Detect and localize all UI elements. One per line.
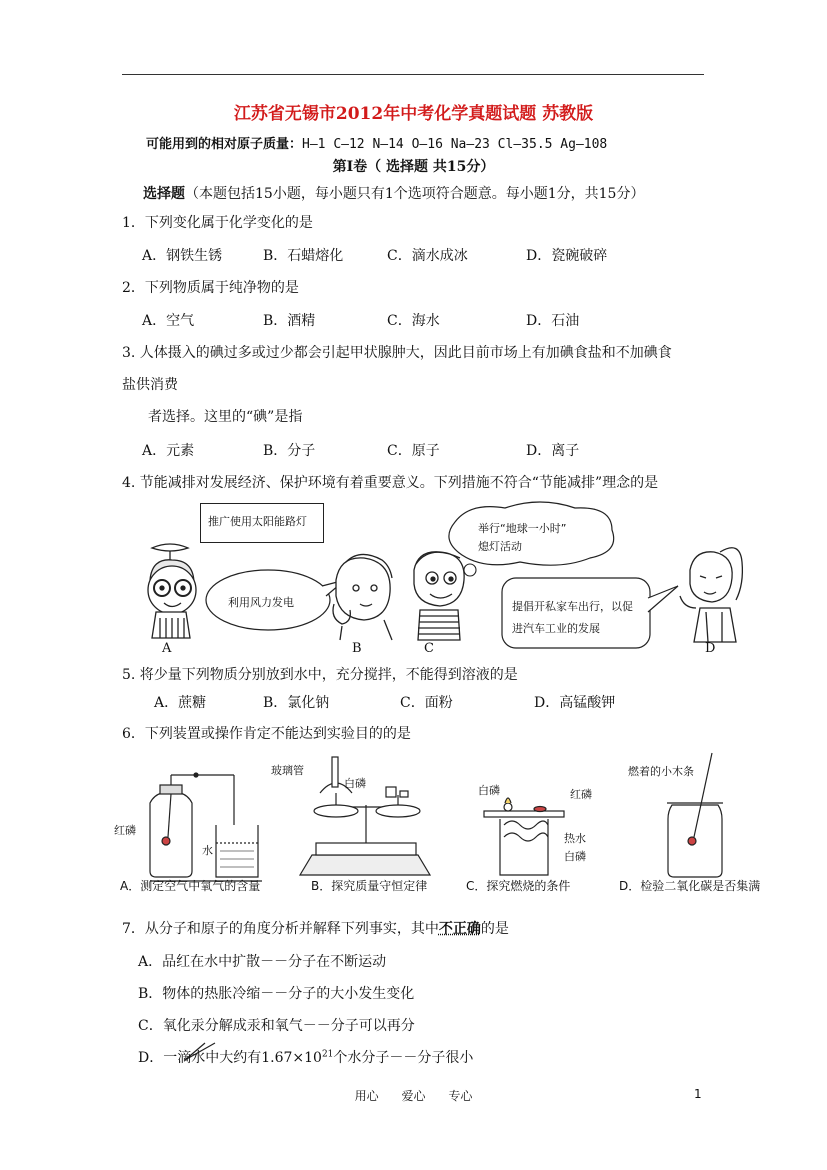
label-red-phosphorus-a: 红磷 <box>114 824 136 837</box>
q5-option-d: D．高锰酸钾 <box>534 695 616 711</box>
q7-option-d-post: 个水分子－－分子很小 <box>333 1050 474 1066</box>
q7-option-c: C．氧化汞分解成汞和氧气－－分子可以再分 <box>138 1018 415 1034</box>
atomic-mass-label: 可能用到的相对原子质量： <box>146 137 303 152</box>
bubble-wind-power: 利用风力发电 <box>228 596 294 609</box>
question-7-stem <box>122 918 509 938</box>
label-white-phosphorus-c1: 白磷 <box>478 784 500 797</box>
q1-option-c: C．滴水成冰 <box>387 248 468 264</box>
section-title: 第Ⅰ卷（ 选择题 共15分） <box>332 159 495 175</box>
q6-apparatus-drawing <box>0 745 827 885</box>
question-1-stem: 1．下列变化属于化学变化的是 <box>122 215 313 231</box>
bubble-earth-hour-line2: 熄灯活动 <box>478 540 522 553</box>
intro-bold: 选择题 <box>143 186 185 202</box>
q7-option-d-exponent: 21 <box>321 1049 334 1060</box>
caption-c: C．探究燃烧的条件 <box>466 879 571 893</box>
label-glass-tube: 玻璃管 <box>271 764 304 777</box>
label-white-phosphorus-c2: 白磷 <box>564 850 586 863</box>
q7-option-d <box>138 1047 473 1067</box>
label-burning-stick: 燃着的小木条 <box>628 765 694 778</box>
bubble-earth-hour-line1: 举行“地球一小时” <box>478 522 567 535</box>
q3-option-a: A．元素 <box>142 443 195 459</box>
q7-option-d-pre: D．一滴水中大约有1.67×10 <box>138 1050 322 1066</box>
q7-stem-pre: 7．从分子和原子的角度分析并解释下列事实，其中 <box>122 921 439 937</box>
q2-option-d: D．石油 <box>526 313 580 329</box>
bubble-text: 推广使用太阳能路灯 <box>208 515 307 528</box>
caption-b: B．探究质量守恒定律 <box>311 879 428 893</box>
q3-option-d: D．离子 <box>526 443 580 459</box>
caption-d: D．检验二氧化碳是否集满 <box>619 879 761 893</box>
page-title: 江苏省无锡市2012年中考化学真题试题 苏教版 <box>233 104 594 124</box>
q1-option-d: D．瓷碗破碎 <box>526 248 608 264</box>
question-3-stem-line1: 3. 人体摄入的碘过多或过少都会引起甲状腺肿大，因此目前市场上有加碘食盐和不加碘食 <box>122 345 672 361</box>
figure-label-a: A <box>162 641 172 656</box>
question-6-stem: 6．下列装置或操作肯定不能达到实验目的的是 <box>122 726 411 742</box>
intro-text: （本题包括15小题，每小题只有1个选项符合题意。每小题1分，共15分） <box>185 186 645 202</box>
question-3-stem-line2: 盐供消费 <box>122 377 178 393</box>
label-hot-water: 热水 <box>564 832 586 845</box>
footer-motto: 用心 爱心 专心 <box>354 1089 473 1103</box>
q5-option-c: C．面粉 <box>400 695 453 711</box>
atomic-mass-line <box>146 133 607 152</box>
atomic-mass-values: H—1 C—12 N—14 O—16 Na—23 Cl—35.5 Ag—108 <box>302 137 608 152</box>
q1-option-b: B．石蜡熔化 <box>263 248 344 264</box>
page-number: 1 <box>694 1087 702 1101</box>
q7-stem-post: 的是 <box>480 921 509 937</box>
question-5-stem: 5. 将少量下列物质分别放到水中，充分搅拌，不能得到溶液的是 <box>122 667 518 683</box>
label-water-a: 水 <box>202 844 213 857</box>
q7-option-a: A．品红在水中扩散－－分子在不断运动 <box>138 954 387 970</box>
q2-option-c: C．海水 <box>387 313 440 329</box>
q2-option-a: A．空气 <box>142 313 195 329</box>
top-rule <box>122 74 704 75</box>
question-3-stem-line3: 者选择。这里的“碘”是指 <box>148 409 303 425</box>
q3-option-b: B．分子 <box>263 443 316 459</box>
q7-option-b: B．物体的热胀冷缩－－分子的大小发生变化 <box>138 986 415 1002</box>
bubble-private-car-line2: 进汽车工业的发展 <box>512 622 600 635</box>
bubble-private-car-line1: 提倡开私家车出行，以促 <box>512 600 633 613</box>
q1-option-a: A．钢铁生锈 <box>142 248 223 264</box>
figure-label-c: C <box>424 641 434 656</box>
caption-a: A．测定空气中氧气的含量 <box>120 879 261 893</box>
q5-option-b: B．氯化钠 <box>263 695 330 711</box>
question-2-stem: 2．下列物质属于纯净物的是 <box>122 280 299 296</box>
figure-label-d: D <box>705 641 716 656</box>
q3-option-c: C．原子 <box>387 443 440 459</box>
label-red-phosphorus-c: 红磷 <box>570 788 592 801</box>
question-4-stem: 4. 节能减排对发展经济、保护环境有着重要意义。下列措施不符合“节能减排”理念的是 <box>122 475 659 491</box>
figure-label-b: B <box>352 641 362 656</box>
label-white-phosphorus-b: 白磷 <box>344 777 366 790</box>
q5-option-a: A．蔗糖 <box>154 695 207 711</box>
section-intro <box>143 183 644 203</box>
q7-stem-emphasis: 不正确 <box>438 921 481 937</box>
q2-option-b: B．酒精 <box>263 313 316 329</box>
q4-figure-drawing <box>0 500 827 670</box>
